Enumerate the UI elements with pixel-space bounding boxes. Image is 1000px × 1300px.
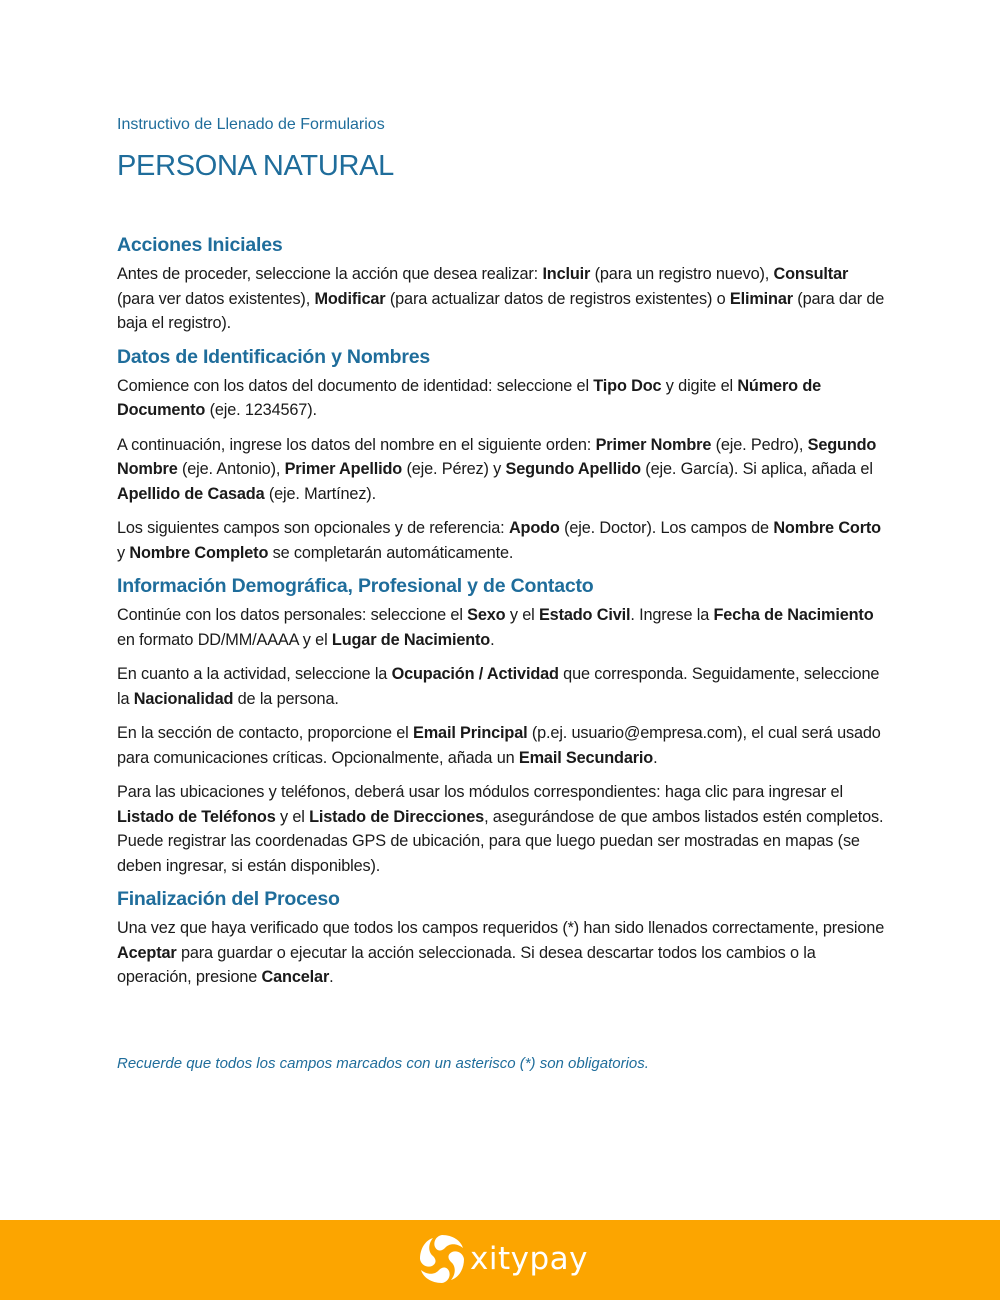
paragraph-text: (para dar de baja el registro). <box>117 289 885 332</box>
paragraph-text: . Ingrese la <box>630 606 714 624</box>
field-name: Segundo Apellido <box>505 460 641 478</box>
paragraph-text: En la sección de contacto, proporcione el <box>117 724 413 742</box>
paragraph-text: . <box>653 748 658 767</box>
paragraph-text: (p.ej. usuario@empresa.com), el cual será usado para comunicaciones críticas. Opcionalmente, añada un <box>117 724 881 767</box>
paragraph-text: y el <box>275 807 310 826</box>
section-paragraph <box>117 262 887 336</box>
paragraph-text: . <box>490 630 495 649</box>
field-name: Primer Nombre <box>595 435 712 454</box>
paragraph-text: y el <box>505 606 539 624</box>
section-paragraph <box>117 662 887 711</box>
paragraph-text: en formato DD/MM/AAAA y el <box>117 630 332 649</box>
paragraph-text: (para ver datos existentes), <box>117 289 315 308</box>
sections-container <box>117 234 887 1000</box>
field-name: Sexo <box>467 606 506 624</box>
paragraph-text: (eje. Antonio), <box>177 460 285 478</box>
paragraph-text: y digite el <box>661 376 738 395</box>
field-name: Apellido de Casada <box>117 484 265 503</box>
section <box>117 346 887 566</box>
paragraph-text: se completarán automáticamente. <box>268 543 514 562</box>
section-paragraph <box>117 374 887 423</box>
swirl-logo-icon <box>417 1232 467 1286</box>
paragraph-text: Comience con los datos del documento de identidad: seleccione el <box>117 376 594 395</box>
mandatory-fields-note: Recuerde que todos los campos marcados con un asterisco (*) son obligatorios. <box>117 1055 649 1072</box>
paragraph-text: Para las ubicaciones y teléfonos, deberá usar los módulos correspondientes: haga clic para ingresar el <box>117 783 843 801</box>
paragraph-text: (eje. Pedro), <box>711 435 808 454</box>
paragraph-text: (para actualizar datos de registros existentes) o <box>385 289 730 308</box>
paragraph-text: para guardar o ejecutar la acción seleccionada. Si desea descartar todos los cambios o la operación, presione <box>117 943 816 986</box>
section <box>117 234 887 336</box>
section-paragraph <box>117 516 887 565</box>
field-name: Incluir <box>542 265 591 283</box>
field-name: Número de Documento <box>117 376 822 419</box>
section <box>117 575 887 878</box>
paragraph-text: y <box>117 543 130 562</box>
paragraph-text: Una vez que haya verificado que todos los campos requeridos (*) han sido llenados correctamente, presione <box>117 919 885 937</box>
paragraph-text: Antes de proceder, seleccione la acción que desea realizar: <box>117 265 543 283</box>
paragraph-text: (eje. García). Si aplica, añada el <box>640 460 873 478</box>
field-name: Consultar <box>773 265 849 283</box>
field-name: Cancelar <box>261 968 330 986</box>
section-paragraph <box>117 433 887 507</box>
section-paragraph <box>117 916 887 990</box>
paragraph-text: En cuanto a la actividad, seleccione la <box>117 665 392 683</box>
field-name: Primer Apellido <box>284 460 403 478</box>
paragraph-text: (para un registro nuevo), <box>590 265 774 283</box>
field-name: Segundo Nombre <box>117 435 877 478</box>
field-name: Modificar <box>314 289 386 308</box>
paragraph-text: . <box>329 968 334 986</box>
field-name: Nombre Corto <box>773 519 881 537</box>
paragraph-text: Los siguientes campos son opcionales y de referencia: <box>117 519 509 537</box>
field-name: Apodo <box>508 519 560 537</box>
paragraph-text: que corresponda. Seguidamente, seleccione la <box>117 665 880 708</box>
section-heading: Acciones Iniciales <box>117 234 283 256</box>
field-name: Nacionalidad <box>133 689 234 708</box>
field-name: Estado Civil <box>538 606 631 624</box>
field-name: Tipo Doc <box>593 376 662 395</box>
paragraph-text: Continúe con los datos personales: seleccione el <box>117 606 468 624</box>
section-heading: Datos de Identificación y Nombres <box>117 345 431 368</box>
field-name: Eliminar <box>729 289 793 308</box>
field-name: Email Secundario <box>518 748 654 767</box>
document-title: PERSONA NATURAL <box>117 150 394 182</box>
document-subtitle: Instructivo de Llenado de Formularios <box>117 116 385 133</box>
paragraph-text: (eje. Doctor). Los campos de <box>559 519 774 537</box>
section-paragraph <box>117 721 887 770</box>
paragraph-text: (eje. Martínez). <box>264 484 376 503</box>
field-name: Ocupación / Actividad <box>391 665 559 683</box>
brand-name: xitypay <box>470 1241 588 1277</box>
footer-bar <box>0 1220 1000 1300</box>
field-name: Aceptar <box>117 943 177 962</box>
paragraph-text: , asegurándose de que ambos listados estén completos. Puede registrar las coordenadas GPS de ubicación, para que luego puedan ser mostradas en mapas (se deben ingresar, si están disponibles). <box>117 807 884 875</box>
field-name: Email Principal <box>413 724 528 742</box>
section-heading: Finalización del Proceso <box>117 888 340 910</box>
paragraph-text: (eje. Pérez) y <box>402 460 506 478</box>
field-name: Listado de Teléfonos <box>117 807 276 826</box>
paragraph-text: de la persona. <box>233 689 339 708</box>
paragraph-text: A continuación, ingrese los datos del nombre en el siguiente orden: <box>117 435 596 454</box>
field-name: Fecha de Nacimiento <box>713 606 874 624</box>
field-name: Nombre Completo <box>129 543 269 562</box>
paragraph-text: (eje. 1234567). <box>205 401 317 419</box>
brand-logo <box>417 1229 588 1289</box>
section-paragraph <box>117 603 887 652</box>
field-name: Listado de Direcciones <box>309 807 485 826</box>
field-name: Lugar de Nacimiento <box>331 630 491 649</box>
section <box>117 888 887 990</box>
section-paragraph <box>117 780 887 878</box>
section-heading: Información Demográfica, Profesional y de Contacto <box>117 575 594 597</box>
